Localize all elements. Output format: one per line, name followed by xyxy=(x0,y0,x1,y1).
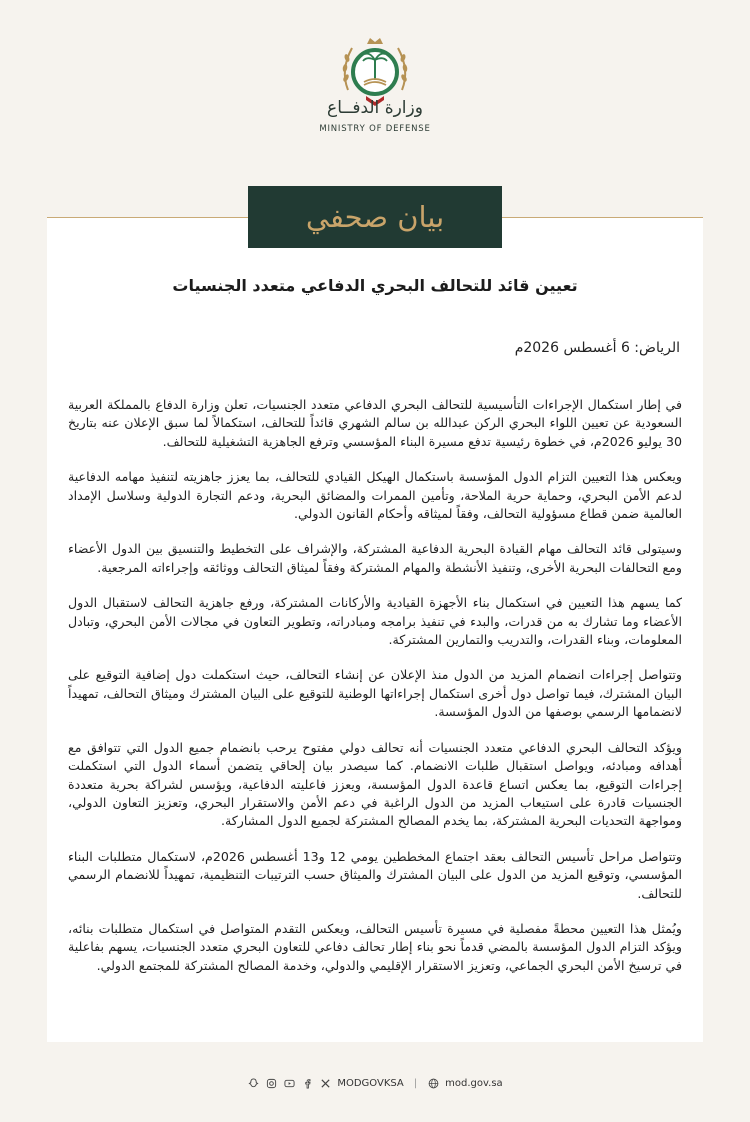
paragraph: وتتواصل إجراءات انضمام المزيد من الدول منذ الإعلان عن إنشاء التحالف، حيث استكملت دول إضافية التوقيع على البيان المشترك، فيما تواصل دول أخرى استكمال إجراءاتها الوطنية للتوقيع على البيان المشترك وميثاق التحالف، تمهيداً لانضمامها الرسمي بوصفها من الدول المؤسسة. xyxy=(68,667,682,720)
press-release-badge: بيان صحفي xyxy=(248,186,502,248)
statement-body xyxy=(68,396,682,992)
ministry-header xyxy=(0,0,750,150)
footer xyxy=(0,1073,750,1093)
paragraph: وسيتولى قائد التحالف مهام القيادة البحرية الدفاعية المشتركة، والإشراف على التخطيط والتنسيق بين الدول الأعضاء ومع التحالفات البحرية الأخرى، وتنفيذ الأنشطة والمهام المشتركة وفقاً لميثاق التحالف ووثائقه وإجراءاته المرجعية. xyxy=(68,541,682,575)
paragraph: ويعكس هذا التعيين التزام الدول المؤسسة باستكمال الهيكل القيادي للتحالف، بما يعزز جاهزيته لتنفيذ مهامه الدفاعية لدعم الأمن البحري، وحماية حرية الملاحة، وتأمين الممرات والمضائق البحرية، ودعم التجارة الدولية وسلاسل الإمداد العالمية ضمن قطاع مسؤولية التحالف، وفقاً لميثاقه وأحكام القانون الدولي. xyxy=(68,469,682,522)
youtube-icon[interactable] xyxy=(283,1077,295,1089)
snapchat-icon[interactable] xyxy=(247,1077,259,1089)
paragraph: وتتواصل مراحل تأسيس التحالف بعقد اجتماع المخططين يومي 12 و13 أغسطس 2026م، لاستكمال متطلبات البناء المؤسسي، وتوقيع المزيد من الدول على البيان المشترك والميثاق حسب الترتيبات التنظيمية، تمهيداً للانضمام الرسمي للتحالف. xyxy=(68,848,682,901)
page-title: تعيين قائد للتحالف البحري الدفاعي متعدد الجنسيات xyxy=(172,276,578,295)
card-top-border-left xyxy=(47,217,249,218)
brand-english: MINISTRY OF DEFENSE xyxy=(319,124,431,134)
paragraph: في إطار استكمال الإجراءات التأسيسية للتحالف البحري الدفاعي متعدد الجنسيات، تعلن وزارة الدفاع بالمملكة العربية السعودية عن تعيين اللواء البحري الركن عبدالله بن سالم الشهري قائداً للتحالف، استكمالاً لما سبق الإعلان عنه بتاريخ 30 يوليو 2026م، في خطوة رئيسية تدفع مسيرة البناء المؤسسي وترفع الجاهزية التشغيلية للتحالف. xyxy=(68,397,682,449)
facebook-icon[interactable] xyxy=(301,1077,313,1089)
card-top-border-right xyxy=(501,217,703,218)
social-handle[interactable]: MODGOVKSA xyxy=(337,1077,404,1089)
x-icon[interactable] xyxy=(319,1077,331,1089)
paragraph: ويؤكد التحالف البحري الدفاعي متعدد الجنسيات أنه تحالف دولي مفتوح يرحب بانضمام جميع الدول التي تتوافق مع أهدافه ومبادئه، ويواصل استقبال طلبات الانضمام. كما سيصدر بيان إلحاقي يتضمن أسماء الدول التي استكملت إجراءات التوقيع، بما يعكس اتساع قاعدة الدول المؤسسة، ويعزز فاعليته الدفاعية، ويؤسس لشراكة بحرية متعددة الجنسيات قادرة على استيعاب المزيد من الدول الراغبة في دعم الأمن والاستقرار البحري، وتعزيز التعاون الدولي، ومواجهة التحديات البحرية المشتركة، بما يخدم المصالح المشتركة لجميع الدول المشاركة. xyxy=(68,739,682,829)
brand-arabic: وزارة الدفــاع xyxy=(327,98,423,118)
dateline: الرياض: 6 أغسطس 2026م xyxy=(514,340,680,356)
paragraph: ويُمثل هذا التعيين محطةً مفصلية في مسيرة تأسيس التحالف، ويعكس التقدم المتواصل في استكمال متطلبات بنائه، ويؤكد التزام الدول المؤسسة بالمضي قدماً نحو بناء إطار تحالف دفاعي للتعاون البحري متعدد الجنسيات، يسهم بفاعلية في ترسيخ الأمن البحري الجماعي، وتعزيز الاستقرار الإقليمي والدولي، وخدمة المصالح المشتركة للمجتمع الدولي. xyxy=(68,920,682,973)
website-link[interactable]: mod.gov.sa xyxy=(445,1077,503,1089)
paragraph: كما يسهم هذا التعيين في استكمال بناء الأجهزة القيادية والأركانات المشتركة، ورفع جاهزية التحالف لاستقبال الدول الأعضاء وما تشارك به من قدرات، والبدء في تنفيذ برامجه ومبادراته، وتطوير التعاون في مجالات الأمن البحري، وتبادل المعلومات، وبناء القدرات، والتدريب والتمارين المشتركة. xyxy=(68,595,682,648)
globe-icon xyxy=(427,1077,439,1089)
footer-divider: | xyxy=(413,1077,418,1089)
instagram-icon[interactable] xyxy=(265,1077,277,1089)
